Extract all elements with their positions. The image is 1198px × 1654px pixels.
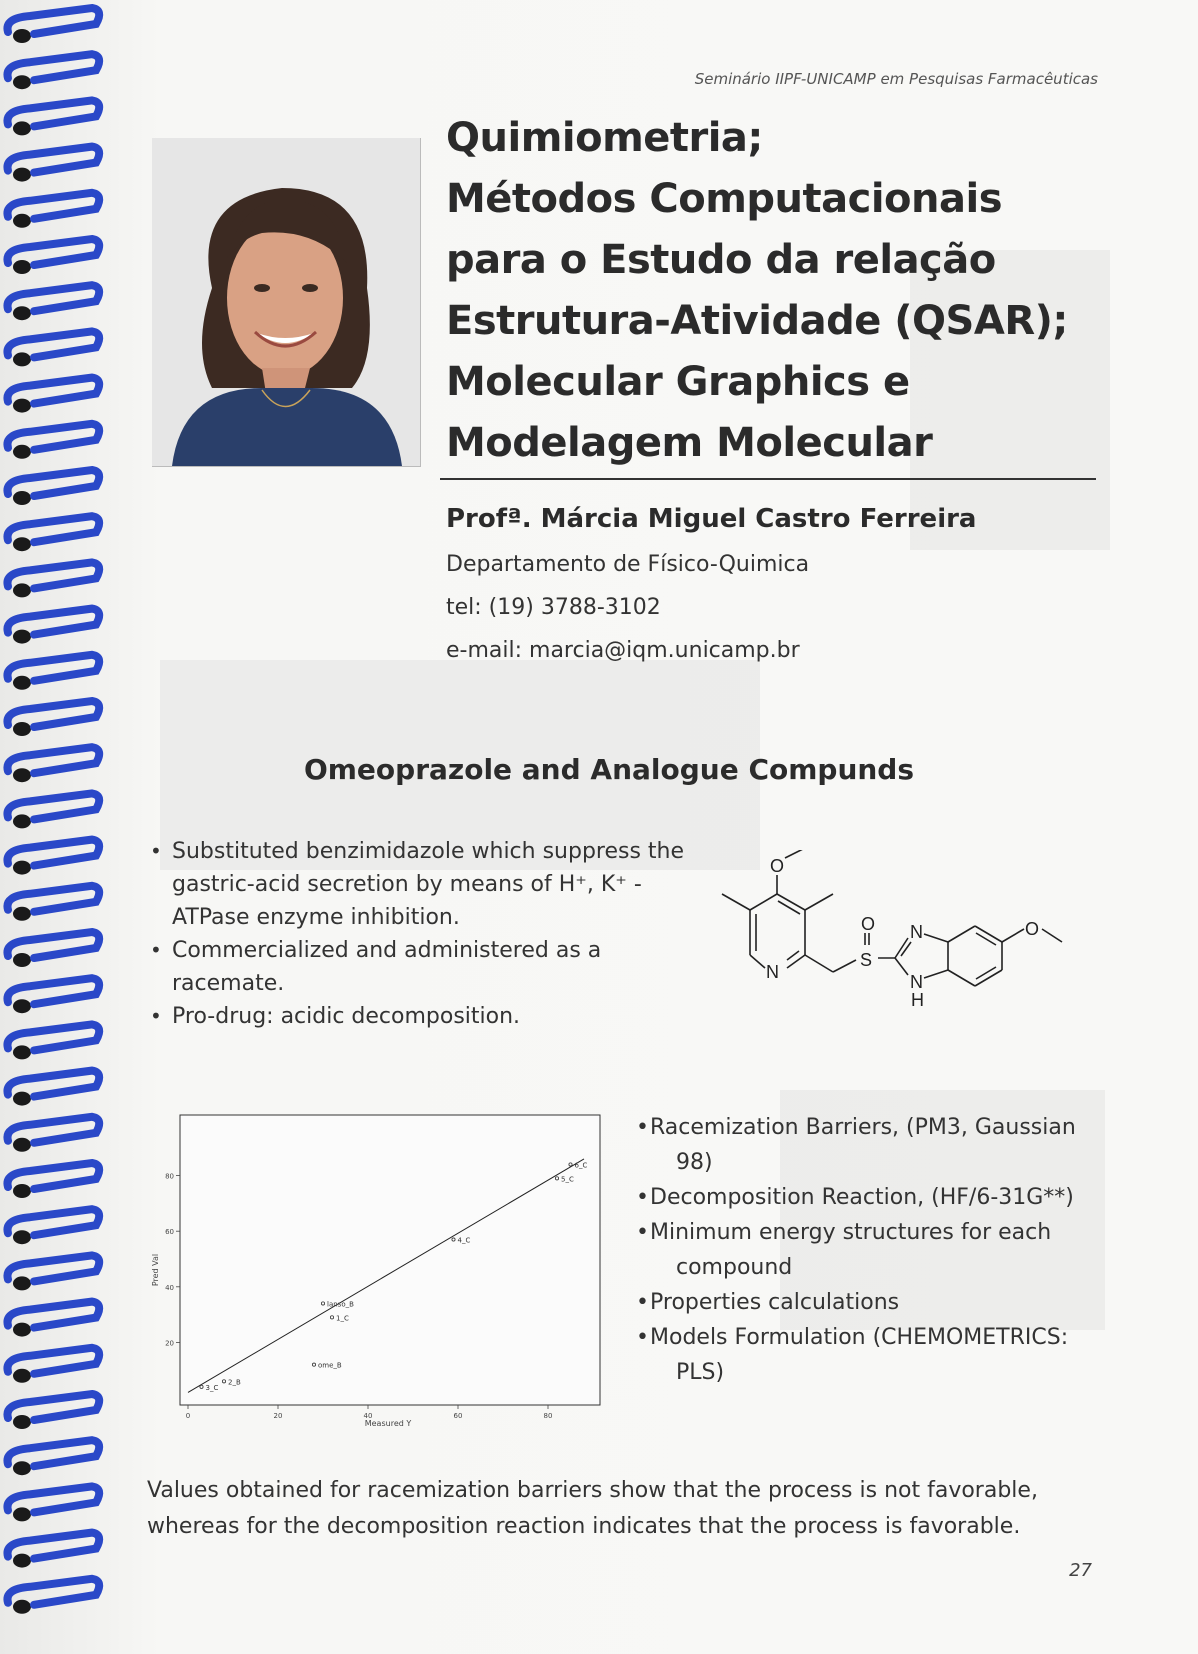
conclusion <box>147 1473 1107 1545</box>
list-item <box>636 1110 1106 1180</box>
y-tick-label: 40 <box>165 1283 174 1292</box>
point-label: 3_C <box>205 1383 219 1392</box>
binding-hole <box>13 814 31 828</box>
binding-hole <box>13 260 31 274</box>
structure-label: O <box>1025 919 1040 939</box>
list-item <box>636 1215 1106 1285</box>
list-item <box>636 1320 1106 1390</box>
list-item <box>636 1180 1106 1215</box>
binding-hole <box>13 1554 31 1568</box>
page-number: 27 <box>1069 1560 1092 1581</box>
binding-hole <box>13 399 31 413</box>
binding-hole <box>13 1184 31 1198</box>
binding-hole <box>13 1276 31 1290</box>
structure-label: S <box>860 950 873 970</box>
binding-hole <box>13 722 31 736</box>
list-item: • Substituted benzimidazole which suppress the gastric-acid secretion by means of H⁺, K⁺ - ATPase enzyme inhibition. <box>150 835 690 934</box>
binding-hole <box>13 75 31 89</box>
title-line: Estrutura-Atividade (QSAR); <box>446 298 1068 344</box>
y-tick-label: 60 <box>165 1228 174 1237</box>
structure-label: O <box>861 914 876 934</box>
binding-hole <box>13 537 31 551</box>
author-name: Profª. Márcia Miguel Castro Ferreira <box>446 504 977 534</box>
binding-hole <box>13 1138 31 1152</box>
binding-hole <box>13 1415 31 1429</box>
list-item-continuation: 98) <box>676 1150 713 1175</box>
point-label: ome_B <box>318 1361 342 1370</box>
title-line: para o Estudo da relação <box>446 237 996 283</box>
binding-hole <box>13 1045 31 1059</box>
x-tick-label: 80 <box>543 1412 553 1420</box>
binding-hole <box>13 953 31 967</box>
binding-hole <box>13 491 31 505</box>
seminar-header: Seminário IIPF-UNICAMP em Pesquisas Farmacêuticas <box>694 70 1098 88</box>
binding-hole <box>13 1092 31 1106</box>
structure-label: H <box>911 990 924 1010</box>
binding-hole <box>13 29 31 43</box>
binding-hole <box>13 907 31 921</box>
structure-label: N <box>910 922 923 942</box>
list-item-continuation: PLS) <box>676 1360 725 1385</box>
list-item-text: • Properties calculations <box>650 1290 900 1315</box>
point-label: 6_C <box>574 1161 588 1170</box>
binding-hole <box>13 121 31 135</box>
list-item: • Pro-drug: acidic decomposition. <box>150 1000 690 1033</box>
omeprazole-structure <box>710 850 1110 1010</box>
author-phone: tel: (19) 3788-3102 <box>446 595 661 620</box>
point-label: 4_C <box>457 1236 471 1245</box>
list-item-text: • Decomposition Reaction, (HF/6-31G**) <box>650 1185 1074 1210</box>
binding-hole <box>13 583 31 597</box>
spiral-binding <box>0 0 115 1654</box>
binding-hole <box>13 676 31 690</box>
y-axis-label: Pred Val <box>151 1253 160 1287</box>
list-item-continuation: compound <box>676 1255 793 1280</box>
structure-label: N <box>766 962 779 982</box>
title-line: Quimiometria; <box>446 115 763 161</box>
binding-hole <box>13 1323 31 1337</box>
binding-hole <box>13 306 31 320</box>
binding-hole <box>13 168 31 182</box>
list-item-text: • Models Formulation (CHEMOMETRICS: <box>650 1325 1069 1350</box>
title-divider <box>440 478 1096 480</box>
list-item-text: • Racemization Barriers, (PM3, Gaussian <box>650 1115 1076 1140</box>
binding-hole <box>13 999 31 1013</box>
binding-hole <box>13 861 31 875</box>
point-label: lanso_B <box>327 1300 354 1309</box>
title-line: Modelagem Molecular <box>446 420 933 466</box>
y-tick-label: 20 <box>165 1339 174 1348</box>
conclusion-line: Values obtained for racemization barriers show that the process is not favorable, <box>147 1478 1038 1503</box>
methods-list <box>636 1110 1106 1390</box>
point-label: 1_C <box>336 1314 349 1323</box>
list-item <box>636 1285 1106 1320</box>
structure-label: O <box>770 856 785 876</box>
list-item-text: • Minimum energy structures for each <box>650 1220 1052 1245</box>
binding-hole <box>13 445 31 459</box>
x-tick-label: 40 <box>363 1412 373 1420</box>
point-label: 5_C <box>561 1175 574 1184</box>
binding-hole <box>13 352 31 366</box>
conclusion-line: whereas for the decomposition reaction indicates that the process is favorable. <box>147 1514 1021 1539</box>
x-tick-label: 60 <box>453 1412 463 1420</box>
binding-hole <box>13 1600 31 1614</box>
point-label: 2_B <box>228 1378 241 1387</box>
binding-hole <box>13 630 31 644</box>
binding-hole <box>13 1461 31 1475</box>
author-department: Departamento de Físico-Quimica <box>446 552 810 577</box>
x-tick-label: 20 <box>273 1412 283 1420</box>
structure-label: N <box>910 972 923 992</box>
x-axis-label: Measured Y <box>364 1419 412 1428</box>
description-list <box>150 835 690 1033</box>
author-photo <box>152 138 421 467</box>
title-line: Métodos Computacionais <box>446 176 1003 222</box>
binding-hole <box>13 1369 31 1383</box>
binding-hole <box>13 1230 31 1244</box>
author-email: e-mail: marcia@iqm.unicamp.br <box>446 638 800 663</box>
y-tick-label: 80 <box>165 1172 174 1181</box>
binding-hole <box>13 214 31 228</box>
x-tick-label: 0 <box>185 1412 191 1420</box>
section-heading: Omeoprazole and Analogue Compunds <box>303 753 915 786</box>
page-title <box>446 108 1106 474</box>
binding-hole <box>13 1507 31 1521</box>
list-item: • Commercialized and administered as a racemate. <box>150 934 622 1000</box>
pls-plot <box>148 1110 608 1430</box>
title-line: Molecular Graphics e <box>446 359 910 405</box>
